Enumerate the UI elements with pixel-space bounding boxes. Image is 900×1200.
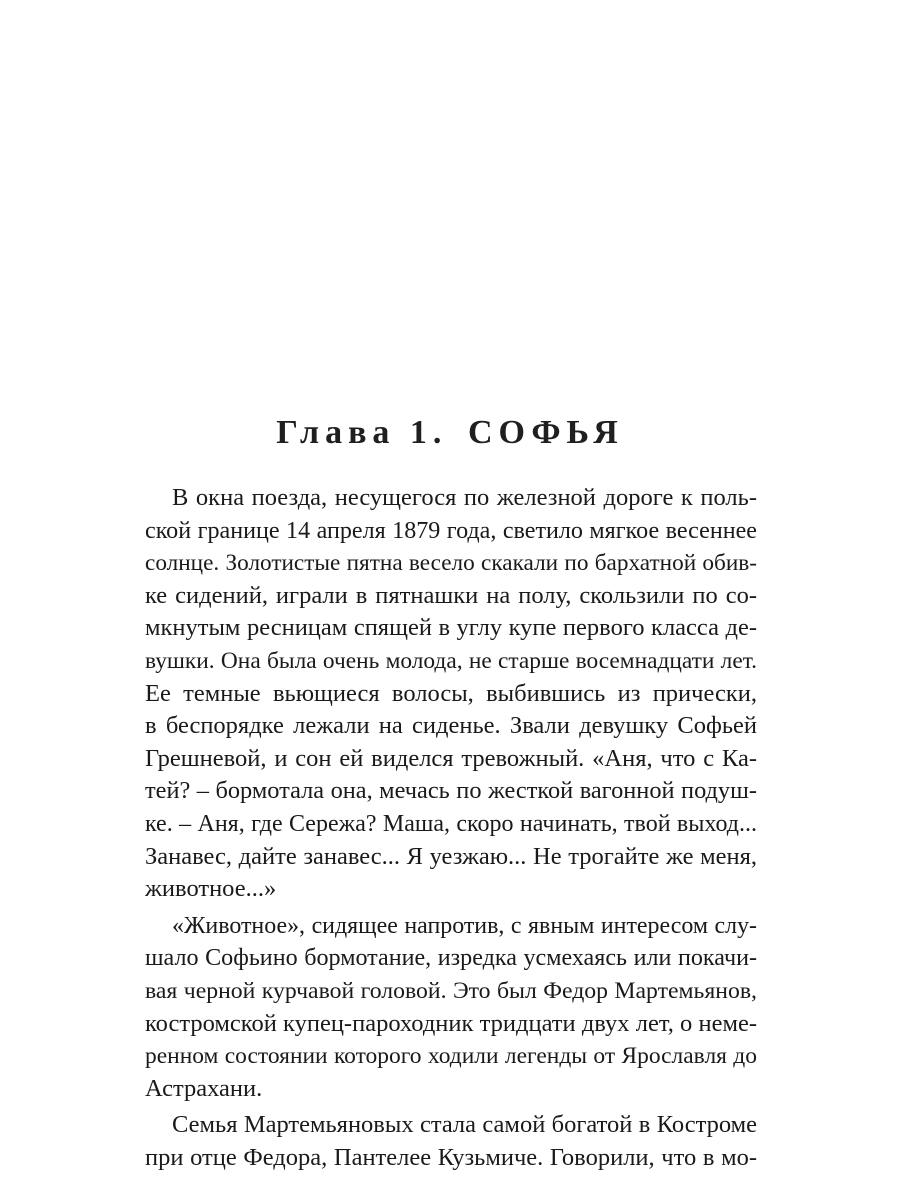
text-line: животное...» xyxy=(145,875,277,903)
text-line: солнце. Золотистые пятна весело скакали по бархатной обив- xyxy=(145,550,757,577)
text-line: ке сидений, играли в пятнашки на полу, скользили по со- xyxy=(145,581,757,609)
text-line: Ее темные вьющиеся волосы, выбившись из прически, xyxy=(145,679,757,707)
text-line: ской границе 14 апреля 1879 года, светило мягкое весеннее xyxy=(145,517,757,544)
text-line: Занавес, дайте занавес... Я уезжаю... Не трогайте же меня, xyxy=(145,842,757,870)
text-line: Грешневой, и сон ей виделся тревожный. «Аня, что с Ка- xyxy=(145,744,757,772)
text-line: Астрахани. xyxy=(145,1074,263,1102)
text-line: вая черной курчавой головой. Это был Федор Мартемьянов, xyxy=(145,977,757,1004)
chapter-name: СОФЬЯ xyxy=(467,414,624,451)
paragraph xyxy=(145,910,757,1106)
text-line: «Животное», сидящее напротив, с явным интересом слу- xyxy=(172,912,757,939)
text-line: В окна поезда, несущегося по железной дороге к поль- xyxy=(172,484,757,511)
paragraph xyxy=(145,1109,757,1174)
text-line: шало Софьино бормотание, изредка усмехаясь или покачи- xyxy=(145,945,757,972)
text-line: вушки. Она была очень молода, не старше восемнадцати лет. xyxy=(145,647,757,674)
text-line: при отце Федора, Пантелее Кузьмиче. Говорили, что в мо- xyxy=(145,1143,757,1171)
chapter-label: Глава 1. xyxy=(276,414,448,451)
text-line: Семья Мартемьяновых стала самой богатой в Костроме xyxy=(172,1111,757,1139)
text-line: ренном состоянии которого ходили легенды от Ярославля до xyxy=(145,1043,757,1070)
body-text xyxy=(145,482,757,1174)
chapter-title xyxy=(0,414,900,452)
paragraph xyxy=(145,482,757,906)
text-line: ке. – Аня, где Сережа? Маша, скоро начинать, твой выход... xyxy=(145,810,757,837)
text-line: в беспорядке лежали на сиденье. Звали девушку Софьей xyxy=(145,712,757,740)
text-line: костромской купец-пароходник тридцати двух лет, о неме- xyxy=(145,1009,757,1037)
text-line: мкнутым ресницам спящей в углу купе первого класса де- xyxy=(145,614,757,642)
text-line: тей? – бормотала она, мечась по жесткой вагонной подуш- xyxy=(145,777,757,805)
